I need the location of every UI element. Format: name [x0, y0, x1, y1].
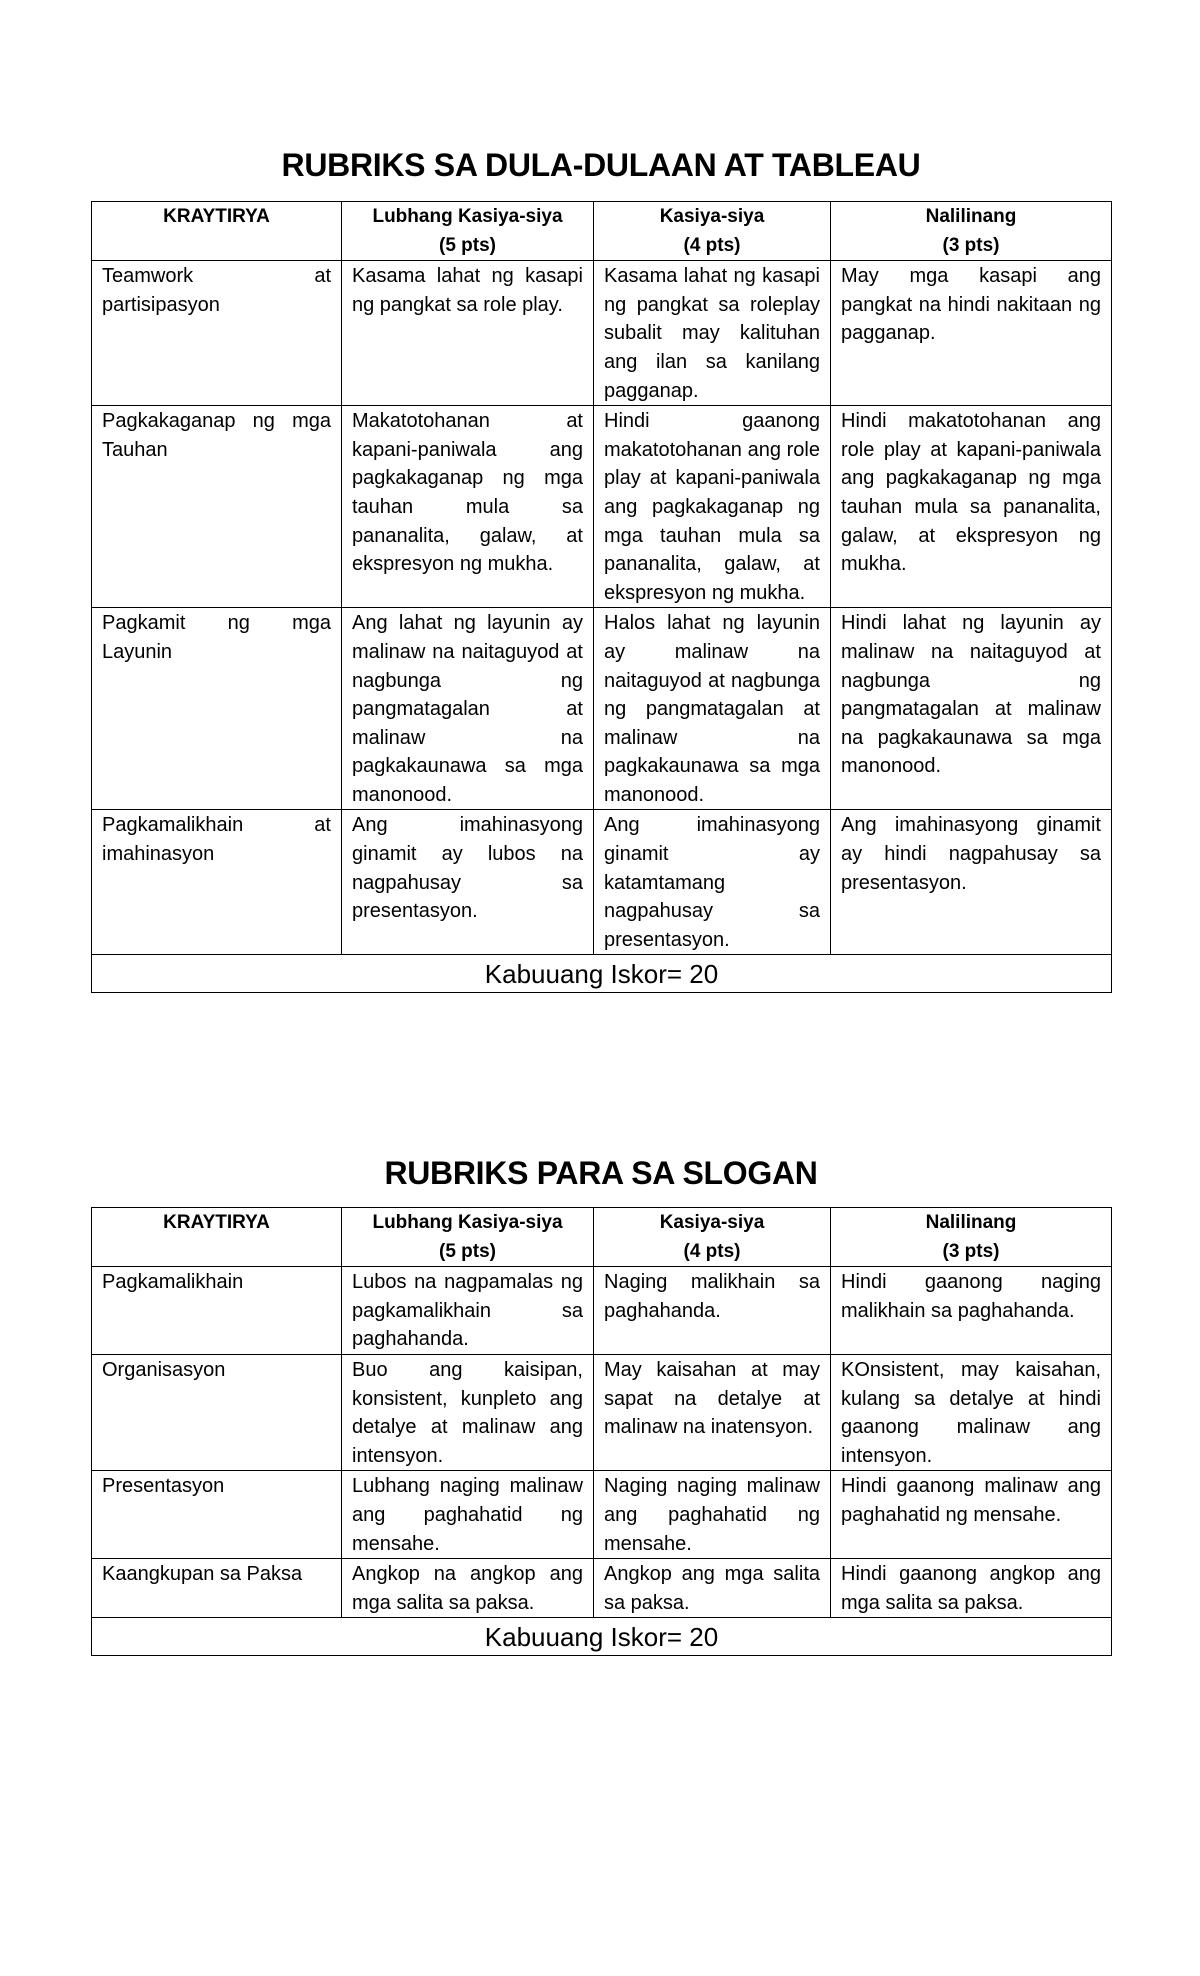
- total-score: Kabuuang Iskor= 20: [92, 1618, 1112, 1656]
- rubric-table: [91, 1207, 1112, 1656]
- header-points: (5 pts): [439, 234, 496, 256]
- rubric-dula-dulaan-section: [91, 145, 1111, 993]
- level-5-cell: Ang imahinasyong ginamit ay lubos na nagpahusay sa presentasyon.: [342, 810, 594, 955]
- header-label: Kasiya-siya: [659, 1212, 765, 1233]
- rubric-title: RUBRIKS PARA SA SLOGAN: [384, 1155, 818, 1191]
- criterion-cell: Pagkakaganap ng mga Tauhan: [92, 406, 342, 608]
- header-points: (3 pts): [942, 1240, 1000, 1262]
- level-5-cell: Lubos na nagpamalas ng pagkamalikhain sa paghahanda.: [342, 1267, 594, 1355]
- level-4-cell: Naging naging malinaw ang paghahatid ng mensahe.: [594, 1471, 831, 1559]
- level-4-cell: Hindi gaanong makatotohanan ang role play at kapani-paniwala ang pagkakaganap ng mga tauhan mula sa pananalita, galaw, at ekspresyon ng mukha.: [594, 406, 831, 608]
- level-5-cell: Angkop na angkop ang mga salita sa paksa.: [342, 1559, 594, 1618]
- header-label: KRAYTIRYA: [163, 206, 270, 227]
- level-5-cell: Makatotohanan at kapani-paniwala ang pagkakaganap ng mga tauhan mula sa pananalita, galaw, at ekspresyon ng mukha.: [342, 406, 594, 608]
- level-5-cell: Ang lahat ng layunin ay malinaw na naitaguyod at nagbunga ng pangmatagalan at malinaw na pagkakaunawa sa mga manonood.: [342, 608, 594, 810]
- total-row: [92, 1618, 1112, 1656]
- header-level-5: [342, 202, 594, 261]
- criterion-cell: Pagkamalikhain at imahinasyon: [92, 810, 342, 955]
- level-4-cell: Halos lahat ng layunin ay malinaw na naitaguyod at nagbunga ng pangmatagalan at malinaw na pagkakaunawa sa mga manonood.: [594, 608, 831, 810]
- total-row: [92, 955, 1112, 993]
- header-row: [92, 1208, 1112, 1267]
- criterion-cell: Pagkamalikhain: [92, 1267, 342, 1355]
- header-criteria: [92, 1208, 342, 1267]
- level-3-cell: Hindi makatotohanan ang role play at kapani-paniwala ang pagkakaganap ng mga tauhan mula sa pananalita, galaw, at ekspresyon ng mukha.: [831, 406, 1112, 608]
- level-5-cell: Buo ang kaisipan, konsistent, kunpleto ang detalye at malinaw ang intensyon.: [342, 1354, 594, 1470]
- table-row: [92, 1267, 1112, 1355]
- criterion-cell: Teamwork at partisipasyon: [92, 261, 342, 406]
- table-row: [92, 608, 1112, 810]
- table-row: [92, 1471, 1112, 1559]
- rubric-title: RUBRIKS SA DULA-DULAAN AT TABLEAU: [281, 147, 921, 183]
- criterion-cell: Presentasyon: [92, 1471, 342, 1559]
- level-3-cell: Hindi gaanong malinaw ang paghahatid ng mensahe.: [831, 1471, 1112, 1559]
- level-4-cell: Kasama lahat ng kasapi ng pangkat sa roleplay subalit may kalituhan ang ilan sa kanilang pagganap.: [594, 261, 831, 406]
- level-3-cell: May mga kasapi ang pangkat na hindi nakitaan ng pagganap.: [831, 261, 1112, 406]
- header-points: (3 pts): [942, 234, 1000, 256]
- header-level-4: [594, 1208, 831, 1267]
- level-4-cell: Angkop ang mga salita sa paksa.: [594, 1559, 831, 1618]
- level-3-cell: Hindi gaanong naging malikhain sa paghahanda.: [831, 1267, 1112, 1355]
- header-row: [92, 202, 1112, 261]
- level-5-cell: Kasama lahat ng kasapi ng pangkat sa role play.: [342, 261, 594, 406]
- table-row: [92, 261, 1112, 406]
- header-level-4: [594, 202, 831, 261]
- rubric-table: [91, 201, 1112, 993]
- table-row: [92, 1354, 1112, 1470]
- header-label: Lubhang Kasiya-siya: [372, 1212, 563, 1233]
- table-row: [92, 406, 1112, 608]
- header-level-3: [831, 202, 1112, 261]
- total-score: Kabuuang Iskor= 20: [92, 955, 1112, 993]
- level-4-cell: Ang imahinasyong ginamit ay katamtamang nagpahusay sa presentasyon.: [594, 810, 831, 955]
- level-3-cell: Hindi lahat ng layunin ay malinaw na naitaguyod at nagbunga ng pangmatagalan at malinaw na pagkakaunawa sa mga manonood.: [831, 608, 1112, 810]
- header-label: Lubhang Kasiya-siya: [372, 206, 563, 227]
- table-row: [92, 810, 1112, 955]
- level-3-cell: Hindi gaanong angkop ang mga salita sa paksa.: [831, 1559, 1112, 1618]
- header-label: Nalilinang: [925, 1212, 1017, 1233]
- criterion-cell: Pagkamit ng mga Layunin: [92, 608, 342, 810]
- header-level-5: [342, 1208, 594, 1267]
- level-4-cell: Naging malikhain sa paghahanda.: [594, 1267, 831, 1355]
- table-row: [92, 1559, 1112, 1618]
- level-3-cell: Ang imahinasyong ginamit ay hindi nagpahusay sa presentasyon.: [831, 810, 1112, 955]
- header-level-3: [831, 1208, 1112, 1267]
- header-label: KRAYTIRYA: [163, 1212, 270, 1233]
- rubric-slogan-section: [91, 1153, 1111, 1656]
- criterion-cell: Organisasyon: [92, 1354, 342, 1470]
- header-label: Kasiya-siya: [659, 206, 765, 227]
- level-4-cell: May kaisahan at may sapat na detalye at malinaw na inatensyon.: [594, 1354, 831, 1470]
- level-5-cell: Lubhang naging malinaw ang paghahatid ng mensahe.: [342, 1471, 594, 1559]
- header-criteria: [92, 202, 342, 261]
- level-3-cell: KOnsistent, may kaisahan, kulang sa detalye at hindi gaanong malinaw ang intensyon.: [831, 1354, 1112, 1470]
- header-points: (4 pts): [683, 1240, 741, 1262]
- header-points: (4 pts): [683, 234, 741, 256]
- header-points: (5 pts): [439, 1240, 496, 1262]
- criterion-cell: Kaangkupan sa Paksa: [92, 1559, 342, 1618]
- header-label: Nalilinang: [925, 206, 1017, 227]
